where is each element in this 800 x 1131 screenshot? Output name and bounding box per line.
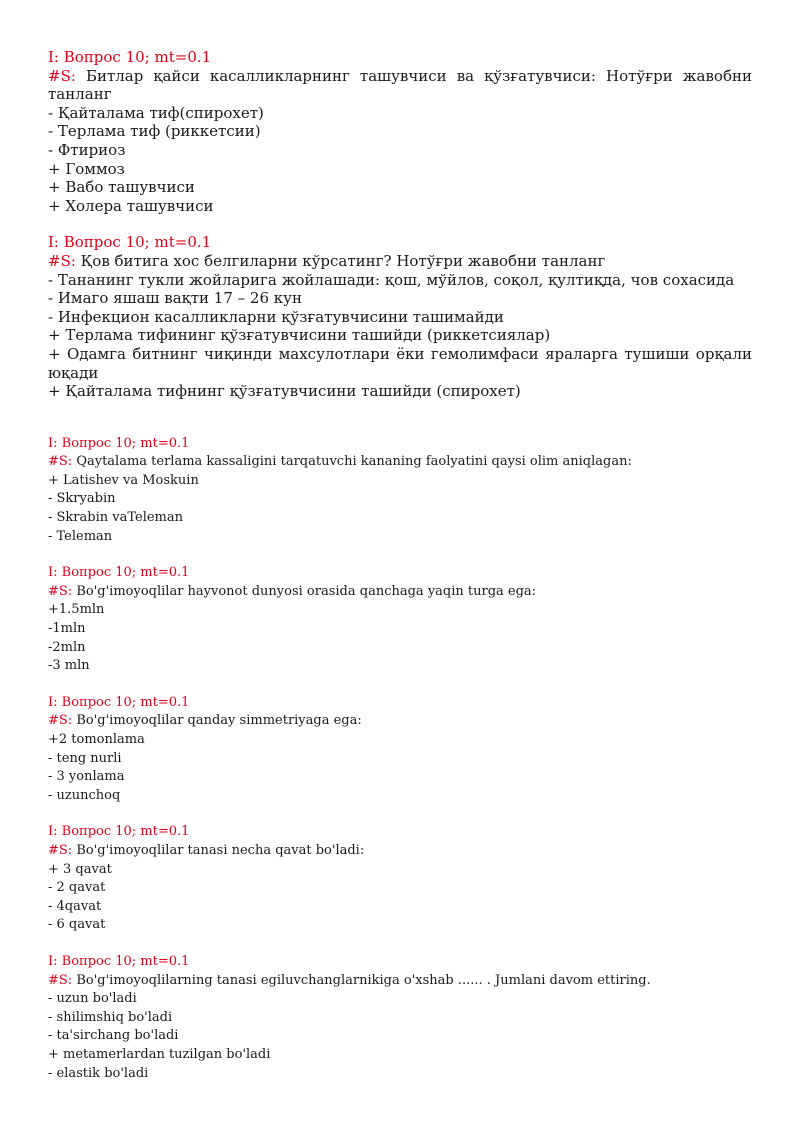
answer-option: + Холера ташувчиси xyxy=(48,196,214,215)
answer-option: -1mln xyxy=(48,621,86,637)
question-block xyxy=(48,435,752,547)
question-block xyxy=(48,823,752,935)
question-stem xyxy=(48,712,752,731)
question-block xyxy=(48,564,752,676)
answer-option: - Skrabin vaTeleman xyxy=(48,510,184,526)
question-stem xyxy=(48,453,752,472)
question-block xyxy=(48,694,752,806)
s-label: #S: xyxy=(48,972,73,988)
question-header: I: Вопрос 10; mt=0.1 xyxy=(48,565,190,581)
answer-option: - Имаго яшаш вақти 17 – 26 кун xyxy=(48,289,302,308)
stem-text: Bo'g'imoyoqlilar hayvonot dunyosi orasida qanchaga yaqin turga ega: xyxy=(72,583,537,599)
answer-option: - Teleman xyxy=(48,528,113,544)
answer-option: - Skryabin xyxy=(48,491,116,507)
stem-text: Qaytalama terlama kassaligini tarqatuvchi kananing faolyatini qaysi olim aniqlagan: xyxy=(72,454,632,470)
s-label: #S: xyxy=(48,842,73,858)
answer-option: - ta'sirchang bo'ladi xyxy=(48,1028,179,1044)
answer-option: - teng nurli xyxy=(48,750,122,766)
s-label: #S: xyxy=(48,583,73,599)
answer-option: -3 mln xyxy=(48,658,90,674)
answer-option: - elastik bo'ladi xyxy=(48,1065,149,1081)
question-header: I: Вопрос 10; mt=0.1 xyxy=(48,233,212,252)
answer-option: + Гоммоз xyxy=(48,159,125,178)
question-block xyxy=(48,233,752,400)
answer-option: + Latishev va Moskuin xyxy=(48,472,199,488)
stem-text: Bo'g'imoyoqlilarning tanasi egiluvchanglarnikiga o'xshab ...... . Jumlani davom ettiring. xyxy=(72,972,651,988)
answer-option: - 6 qavat xyxy=(48,917,106,933)
answer-option: - shilimshiq bo'ladi xyxy=(48,1009,173,1025)
answer-option: - uzun bo'ladi xyxy=(48,991,137,1007)
question-stem xyxy=(48,972,752,991)
answer-option: - Фтириоз xyxy=(48,140,126,159)
answer-option: -2mln xyxy=(48,639,86,655)
stem-text: Bo'g'imoyoqlilar qanday simmetriyaga ega: xyxy=(72,713,362,729)
answer-option: +2 tomonlama xyxy=(48,732,145,747)
question-block xyxy=(48,953,752,1083)
answer-option: - Инфекцион касалликларни қўзғатувчисини ташимайди xyxy=(48,307,504,326)
answer-option: - Қайталама тиф(спирохет) xyxy=(48,103,264,122)
question-header: I: Вопрос 10; mt=0.1 xyxy=(48,694,190,710)
answer-option: - 4qavat xyxy=(48,898,102,914)
question-block xyxy=(48,48,752,215)
question-header: I: Вопрос 10; mt=0.1 xyxy=(48,824,190,840)
answer-option: + metamerlardan tuzilgan bo'ladi xyxy=(48,1046,271,1062)
answer-option: - uzunchoq xyxy=(48,787,121,803)
question-stem xyxy=(48,252,752,271)
answer-option: +1.5mln xyxy=(48,602,105,618)
question-stem xyxy=(48,842,752,861)
answer-option: - Терлама тиф (риккетсии) xyxy=(48,122,261,141)
answer-option: + Қайталама тифнинг қўзғатувчисини ташийди (спирохет) xyxy=(48,382,521,401)
s-label: #S: xyxy=(48,713,73,729)
answer-option: + Вабо ташувчиси xyxy=(48,178,195,197)
answer-option: - 2 qavat xyxy=(48,880,106,896)
s-label: #S: xyxy=(48,251,76,270)
answer-option: - 3 yonlama xyxy=(48,769,125,785)
stem-text: Битлар қайси касалликларнинг ташувчиси ва қўзғатувчиси: Нотўғри жавобни танланг xyxy=(48,66,752,104)
question-header: I: Вопрос 10; mt=0.1 xyxy=(48,435,190,451)
question-stem xyxy=(48,67,752,104)
answer-option: + Одамга битнинг чиқинди махсулотлари ёки гемолимфаси яраларга тушиши орқали юқади xyxy=(48,344,752,382)
s-label: #S: xyxy=(48,454,73,470)
answer-option: + 3 qavat xyxy=(48,861,112,877)
stem-text: Bo'g'imoyoqlilar tanasi necha qavat bo'ladi: xyxy=(72,842,365,858)
question-header: I: Вопрос 10; mt=0.1 xyxy=(48,953,190,969)
s-label: #S: xyxy=(48,66,76,85)
answer-option: - Тананинг тукли жойларига жойлашади: қош, мўйлов, соқол, қултиқда, чов сохасида xyxy=(48,270,735,289)
question-stem xyxy=(48,583,752,602)
answer-option: + Терлама тифининг қўзғатувчисини ташийди (риккетсиялар) xyxy=(48,326,551,345)
question-header: I: Вопрос 10; mt=0.1 xyxy=(48,48,212,66)
stem-text: Қов битига хос белгиларни кўрсатинг? Нотўғри жавобни танланг xyxy=(75,251,606,270)
